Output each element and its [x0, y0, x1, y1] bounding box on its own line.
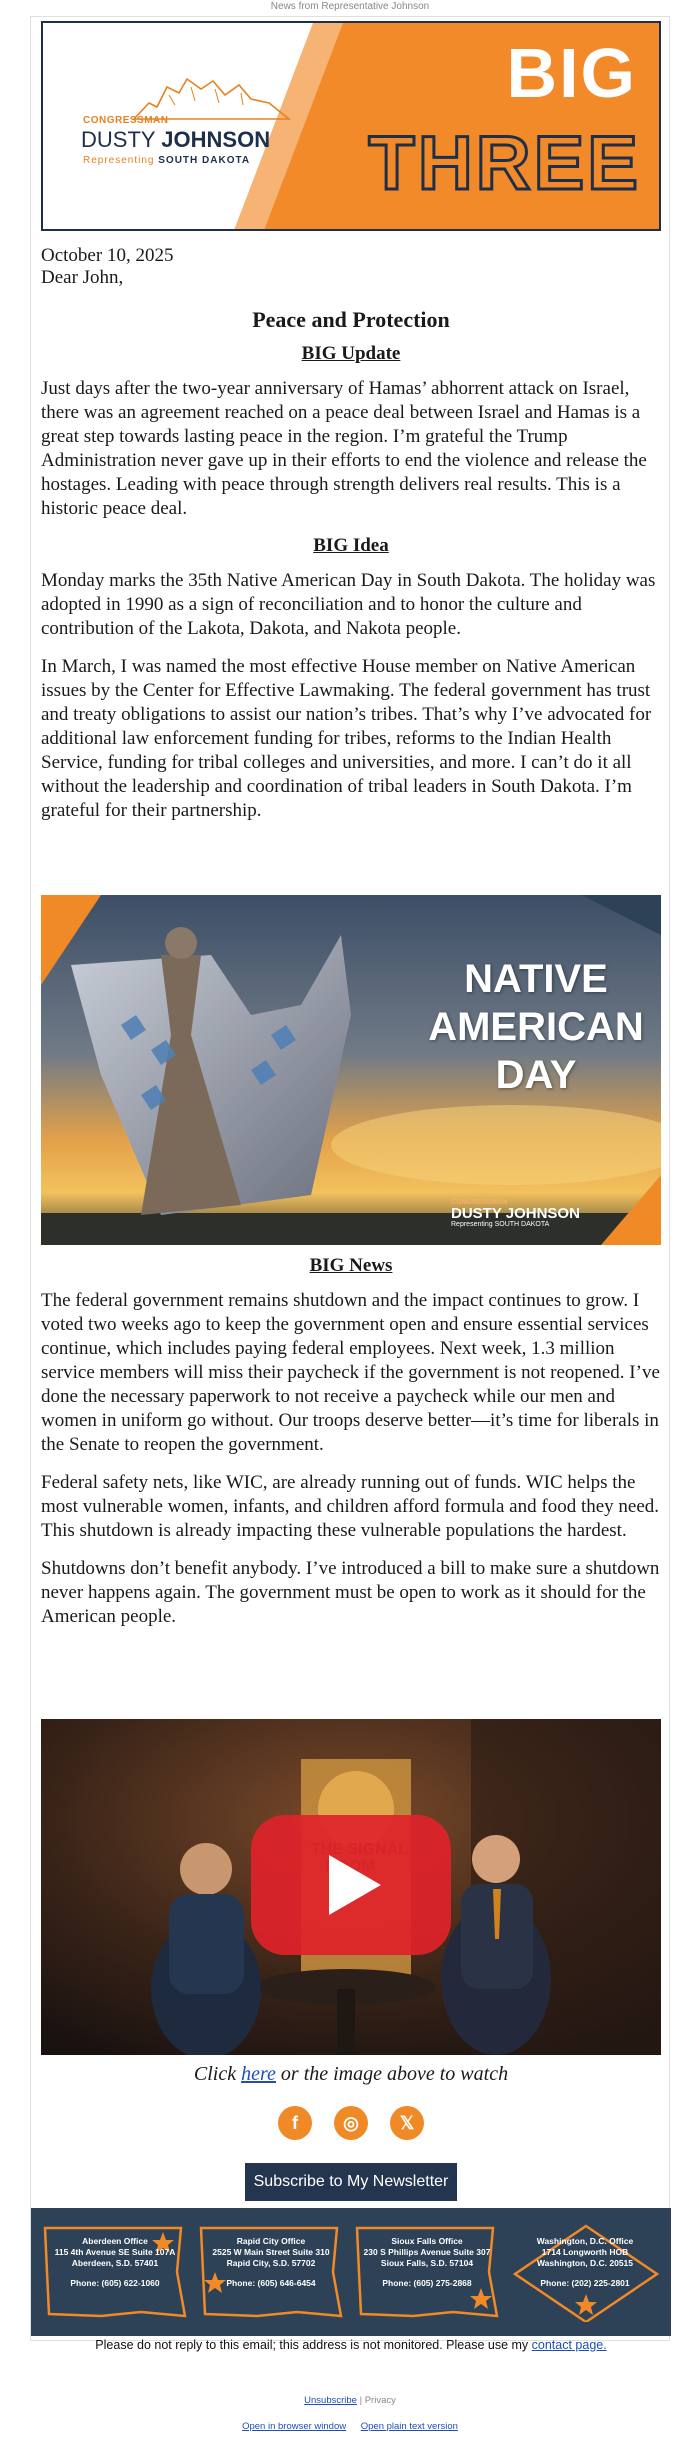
idea-paragraph-1: Monday marks the 35th Native American Day in South Dakota. The holiday was adopted in 1990 as a sign of reconciliation and to honor the culture and contribution of the Lakota, Dakota, and Nakota people. — [41, 570, 656, 639]
letter-greeting: Dear John, — [41, 267, 124, 288]
logo-first-name: DUSTY — [81, 127, 156, 152]
news-paragraph-1: The federal government remains shutdown and the impact continues to grow. I voted two weeks ago to keep the government open and ensure essential services continue, which includes paying federal employees. Next week, 1.3 million service members will miss their paycheck if the government is not reopened. I’ve done the necessary paperwork to not receive a paycheck while our men and women in uniform go without. Our troops deserve better—it’s time for liberals in the Senate to reopen the government. — [41, 1290, 660, 1455]
big-idea-heading: BIG Idea — [313, 535, 389, 556]
office-name: Washington, D.C. Office — [536, 2236, 634, 2246]
office-name: Aberdeen Office — [82, 2236, 148, 2246]
header-banner — [41, 21, 661, 231]
office-phone: Phone: (605) 275-2868 — [382, 2278, 472, 2288]
office-aberdeen — [41, 2222, 189, 2322]
open-browser-link[interactable]: Open in browser window — [242, 2421, 347, 2432]
campaign-logo — [69, 73, 329, 183]
news-paragraph-2: Federal safety nets, like WIC, are already running out of funds. WIC helps the most vulnerable women, infants, and children afford formula and food they need. This shutdown is already impacting these vulnerable populations the hardest. — [41, 1472, 660, 1541]
instagram-icon[interactable]: ◎ — [334, 2106, 368, 2140]
watch-link[interactable]: here — [241, 2063, 276, 2085]
facebook-icon[interactable]: f — [278, 2106, 312, 2140]
watch-suffix: or the image above to watch — [280, 2063, 509, 2085]
subscribe-button[interactable]: Subscribe to My Newsletter — [245, 2163, 457, 2201]
office-directory — [31, 2208, 671, 2336]
office-name: Sioux Falls Office — [391, 2236, 463, 2246]
hero-line-2: AMERICAN — [428, 1005, 644, 1049]
footer-separator: | — [359, 2395, 363, 2406]
office-phone: Phone: (605) 622-1060 — [70, 2278, 160, 2288]
x-twitter-icon[interactable]: 𝕏 — [390, 2106, 424, 2140]
logo-name — [81, 127, 270, 153]
watch-prefix: Click — [193, 2063, 237, 2085]
hero-logo-sub: Representing SOUTH DAKOTA — [451, 1221, 550, 1228]
idea-paragraph-2: In March, I was named the most effective House member on Native American issues by the Center for Effective Lawmaking. The federal government has trust and treaty obligations to assist our nation’s tribes. That’s why I’ve advocated for additional law enforcement funding for tribes, reforms to the Indian Health Service, funding for tribal colleges and universities, and more. I can’t do it all without the leadership and coordination of tribal leaders in South Dakota. I’m grateful for their partnership. — [41, 656, 652, 821]
office-address-2: Washington, D.C. 20515 — [536, 2258, 634, 2268]
office-phone: Phone: (605) 646-6454 — [226, 2278, 316, 2288]
office-address-2: Aberdeen, S.D. 57401 — [71, 2258, 159, 2268]
office-phone: Phone: (202) 225-2801 — [540, 2278, 630, 2288]
contact-page-link[interactable]: contact page. — [531, 2338, 607, 2352]
video-thumbnail[interactable] — [41, 1719, 661, 2055]
plain-text-link[interactable]: Open plain text version — [360, 2421, 458, 2432]
office-address-2: Rapid City, S.D. 57702 — [226, 2258, 316, 2268]
logo-state: SOUTH DAKOTA — [158, 155, 251, 166]
office-sioux-falls — [353, 2222, 501, 2322]
footer-links-secondary — [0, 2421, 700, 2432]
banner-big: BIG — [506, 34, 637, 112]
office-address-2: Sioux Falls, S.D. 57104 — [380, 2258, 474, 2268]
watch-caption — [41, 2063, 661, 2086]
privacy-link[interactable]: Privacy — [364, 2395, 396, 2406]
footer-links-primary — [0, 2395, 700, 2406]
email-card — [30, 16, 670, 2352]
banner-three: THREE — [368, 121, 641, 206]
hero-logo-congressman: CONGRESSMAN — [451, 1199, 508, 1206]
big-update-heading: BIG Update — [301, 343, 401, 364]
logo-representing — [83, 155, 250, 166]
unsubscribe-link[interactable]: Unsubscribe — [304, 2395, 357, 2406]
office-washington — [511, 2222, 659, 2322]
hero-line-1: NATIVE — [464, 957, 608, 1001]
letter-date: October 10, 2025 — [41, 245, 174, 266]
big-news-heading: BIG News — [309, 1255, 393, 1276]
office-name: Rapid City Office — [236, 2236, 306, 2246]
letter-title: Peace and Protection — [252, 307, 450, 332]
play-button-icon[interactable] — [251, 1815, 451, 1955]
news-section — [41, 1255, 661, 1643]
news-paragraph-3: Shutdowns don’t benefit anybody. I’ve introduced a bill to make sure a shutdown never happens again. The government must be open to work as it should for the American people. — [41, 1558, 660, 1627]
no-reply-notice — [31, 2338, 671, 2352]
office-rapid-city — [197, 2222, 345, 2322]
office-address-1: 1714 Longworth HOB — [541, 2247, 629, 2257]
letter-body — [41, 245, 661, 837]
update-paragraph: Just days after the two-year anniversary of Hamas’ abhorrent attack on Israel, there was an agreement reached on a peace deal between Israel and Hamas is a great step towards lasting peace in the region. I’m grateful the Trump Administration never gave up in their efforts to end the violence and release the hostages. Leading with peace through strength delivers real results. This is a historic peace deal. — [41, 378, 647, 519]
logo-congressman: CONGRESSMAN — [83, 115, 169, 126]
logo-last-name: JOHNSON — [161, 127, 271, 152]
hero-logo-name: DUSTY JOHNSON — [451, 1205, 580, 1222]
office-address-1: 2525 W Main Street Suite 310 — [212, 2247, 330, 2257]
office-address-1: 115 4th Avenue SE Suite 107A — [54, 2247, 176, 2257]
preheader-text: News from Representative Johnson — [270, 1, 430, 12]
logo-representing-text: Representing — [83, 155, 155, 166]
hero-line-3: DAY — [495, 1053, 577, 1097]
no-reply-text: Please do not reply to this email; this address is not monitored. Please use my — [95, 2338, 529, 2352]
native-american-day-image — [41, 895, 661, 1245]
social-links — [31, 2106, 671, 2140]
office-address-1: 230 S Phillips Avenue Suite 307 — [363, 2247, 491, 2257]
